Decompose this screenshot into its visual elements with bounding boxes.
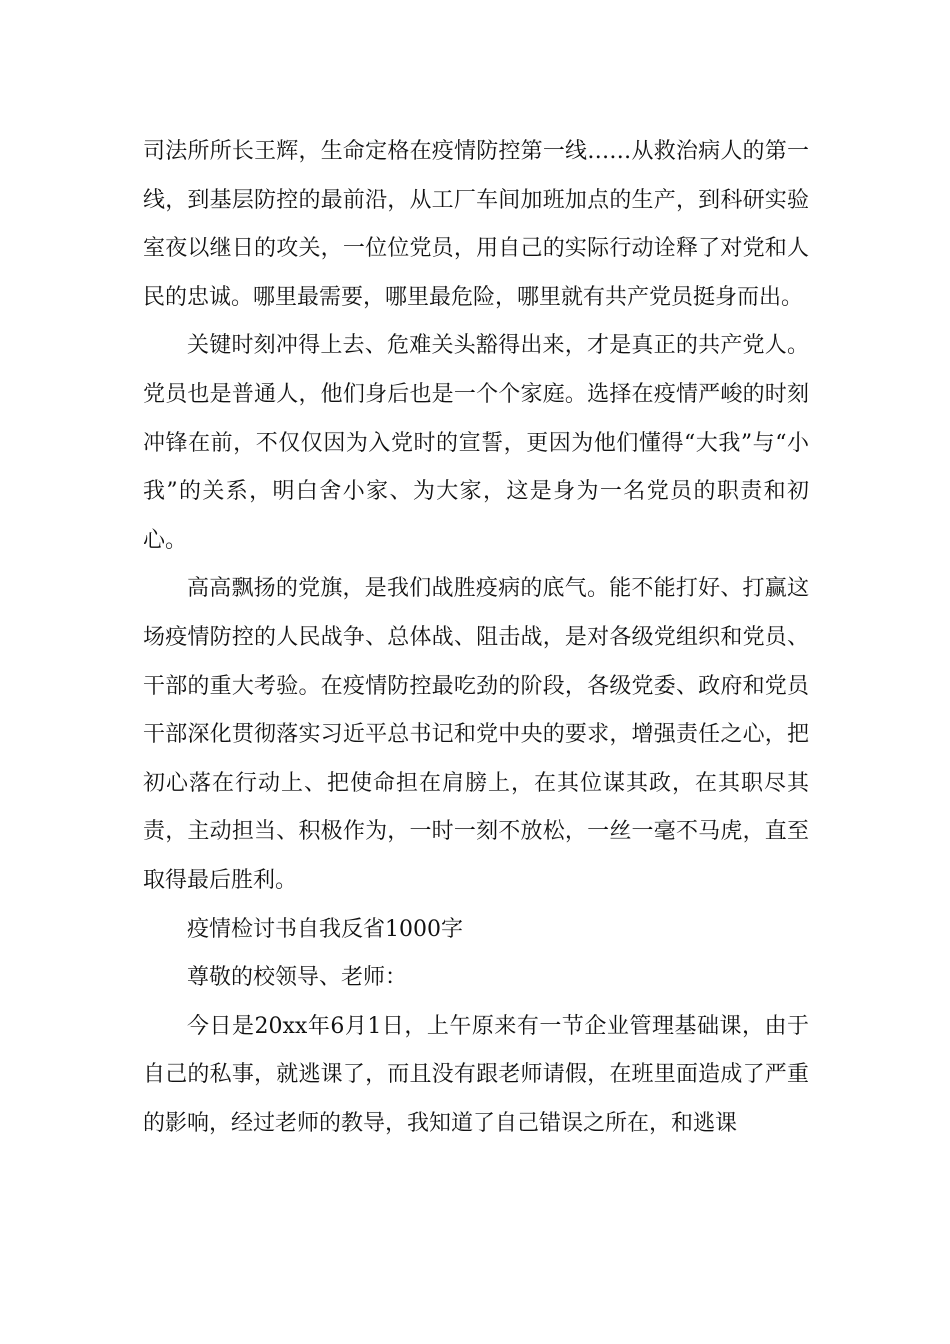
paragraph-party-flag: 高高飘扬的党旗，是我们战胜疫病的底气。能不能打好、打赢这场疫情防控的人民战争、总体战、阻击战，是对各级党组织和党员、干部的重大考验。在疫情防控最吃劲的阶段，各级党委、政府和党员干部深化贯彻落实习近平总书记和党中央的要求，增强责任之心，把初心落在行动上、把使命担在肩膀上，在其位谋其政，在其职尽其责，主动担当、积极作为，一时一刻不放松，一丝一毫不马虎，直至取得最后胜利。 <box>143 576 809 893</box>
letter-salutation: 尊敬的校领导、老师： <box>187 965 408 991</box>
document-body <box>143 128 809 1148</box>
section-heading-self-reflection: 疫情检讨书自我反省1000字 <box>187 916 463 942</box>
paragraph-critical-moments: 关键时刻冲得上去、危难关头豁得出来，才是真正的共产党人。党员也是普通人，他们身后也是一个个家庭。选择在疫情严峻的时刻冲锋在前，不仅仅因为入党时的宣誓，更因为他们懂得“大我”与“小我”的关系，明白舍小家、为大家，这是身为一名党员的职责和初心。 <box>143 333 809 553</box>
paragraph-party-members-frontline: 司法所所长王辉，生命定格在疫情防控第一线……从救治病人的第一线，到基层防控的最前沿，从工厂车间加班加点的生产，到科研实验室夜以继日的攻关，一位位党员，用自己的实际行动诠释了对党和人民的忠诚。哪里最需要，哪里最危险，哪里就有共产党员挺身而出。 <box>143 139 809 310</box>
paragraph-skipped-class: 今日是20xx年6月1日，上午原来有一节企业管理基础课，由于自己的私事，就逃课了，而且没有跟老师请假，在班里面造成了严重的影响，经过老师的教导，我知道了自己错误之所在，和逃课 <box>143 1013 809 1136</box>
